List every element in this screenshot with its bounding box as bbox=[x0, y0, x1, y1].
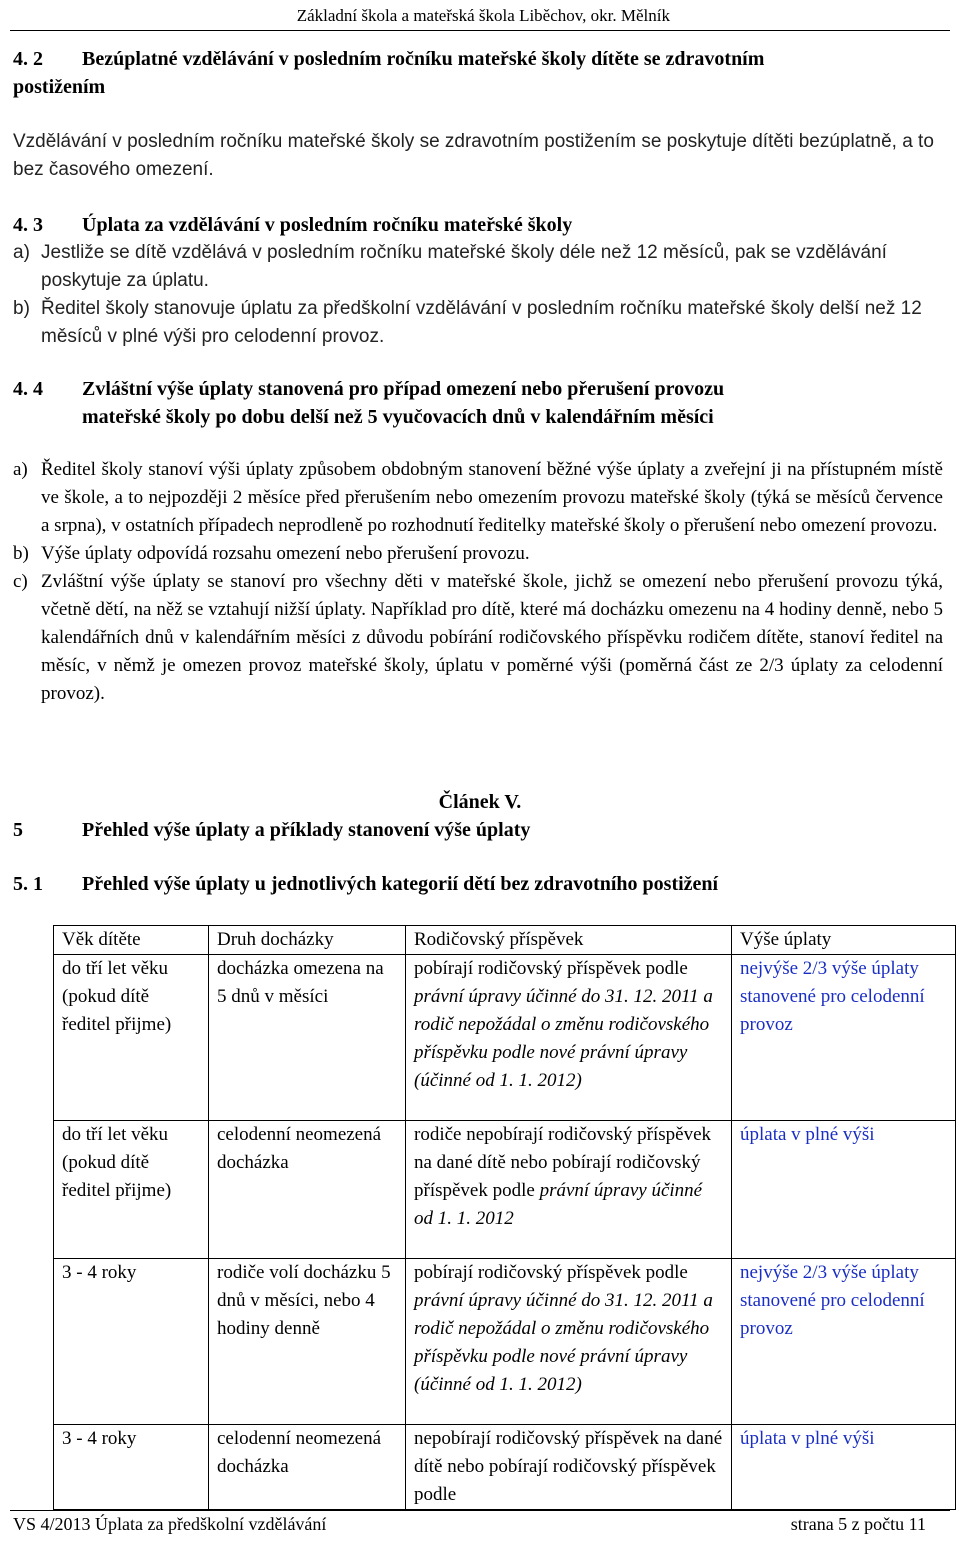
attendance-cell: rodiče volí docházku 5 dnů v měsíci, nebo 4 hodiny denně bbox=[209, 1259, 406, 1425]
section-number: 5 bbox=[13, 819, 23, 841]
column-header: Výše úplaty bbox=[732, 926, 956, 955]
list-text: Jestliže se dítě vzdělává v posledním ročníku mateřské školy déle než 12 měsíců, pak se vzdělávání poskytuje za úplatu. bbox=[41, 242, 887, 291]
age-cell: 3 - 4 roky bbox=[54, 1259, 209, 1425]
section-4-3-heading bbox=[13, 211, 943, 239]
attendance-cell: docházka omezena na 5 dnů v měsíci bbox=[209, 955, 406, 1121]
section-number: 5. 1 bbox=[13, 873, 43, 895]
list-label: a) bbox=[13, 242, 30, 263]
list-label: c) bbox=[13, 571, 28, 592]
allowance-cell: nepobírají rodičovský příspěvek na dané dítě nebo pobírají rodičovský příspěvek podle bbox=[406, 1425, 732, 1510]
section-number: 4. 3 bbox=[13, 214, 43, 236]
footer-page-number: strana 5 z počtu 11 bbox=[790, 1514, 926, 1534]
column-header: Rodičovský příspěvek bbox=[406, 926, 732, 955]
age-cell: 3 - 4 roky bbox=[54, 1425, 209, 1510]
section-4-4-heading bbox=[13, 375, 943, 431]
allowance-cell: pobírají rodičovský příspěvek podle právní úpravy účinné do 31. 12. 2011 a rodič nepožádal o změnu rodičovského příspěvku podle nové právní úpravy (účinné od 1. 1. 2012) bbox=[406, 955, 732, 1121]
section-title: Přehled výše úplaty u jednotlivých kategorií dětí bez zdravotního postižení bbox=[82, 873, 719, 895]
list-text: Ředitel školy stanoví výši úplaty způsobem obdobným stanovení běžné výše úplaty a zveřejní ji na přístupném místě ve škole, a to nejpozději 2 měsíce před přerušením nebo omezením provozu mateřské školy (týká se měsíců července a srpna), v ostatních případech neprodleně po rozhodnutí ředitelky mateřské školy o přerušení nebo omezení provozu. bbox=[41, 459, 943, 536]
table-header-row bbox=[54, 926, 956, 955]
fee-cell: úplata v plné výši bbox=[732, 1121, 956, 1259]
section-5-1-heading bbox=[13, 870, 943, 898]
age-cell: do tří let věku (pokud dítě ředitel přijme) bbox=[54, 1121, 209, 1259]
list-text: Ředitel školy stanovuje úplatu za předškolní vzdělávání v posledním ročníku mateřské školy delší než 12 měsíců v plné výši pro celodenní provoz. bbox=[41, 298, 922, 347]
list-label: b) bbox=[13, 543, 29, 564]
footer-document-title: VS 4/2013 Úplata za předškolní vzdělávání bbox=[13, 1514, 327, 1534]
section-title-cont: mateřské školy po dobu delší než 5 vyučovacích dnů v kalendářním měsíci bbox=[82, 406, 714, 428]
section-title-cont: postižením bbox=[13, 76, 106, 98]
section-title: Zvláštní výše úplaty stanovená pro případ omezení nebo přerušení provozu bbox=[82, 378, 725, 400]
section-5-heading bbox=[13, 816, 943, 844]
section-title: Úplata za vzdělávání v posledním ročníku mateřské školy bbox=[82, 214, 573, 236]
list-item bbox=[13, 239, 943, 295]
column-header: Věk dítěte bbox=[54, 926, 209, 955]
age-cell: do tří let věku (pokud dítě ředitel přijme) bbox=[54, 955, 209, 1121]
list-label: a) bbox=[13, 459, 28, 480]
list-item bbox=[13, 295, 943, 351]
table-row bbox=[54, 1121, 956, 1259]
footer-rule bbox=[10, 1510, 950, 1511]
table-row bbox=[54, 955, 956, 1121]
article-title: Článek V. bbox=[438, 791, 522, 813]
section-4-3-list bbox=[13, 239, 943, 351]
attendance-cell: celodenní neomezená docházka bbox=[209, 1425, 406, 1510]
section-4-4-list bbox=[13, 456, 943, 708]
fee-cell: nejvýše 2/3 výše úplaty stanovené pro celodenní provoz bbox=[732, 955, 956, 1121]
fee-overview-table bbox=[53, 925, 956, 1510]
list-text: Výše úplaty odpovídá rozsahu omezení nebo přerušení provozu. bbox=[41, 543, 530, 564]
fee-cell: nejvýše 2/3 výše úplaty stanovené pro celodenní provoz bbox=[732, 1259, 956, 1425]
section-number: 4. 2 bbox=[13, 48, 43, 70]
list-item bbox=[13, 568, 943, 708]
list-item bbox=[13, 456, 943, 540]
allowance-cell: rodiče nepobírají rodičovský příspěvek na dané dítě nebo pobírají rodičovský příspěvek podle právní úpravy účinné od 1. 1. 2012 bbox=[406, 1121, 732, 1259]
section-title: Bezúplatné vzdělávání v posledním ročníku mateřské školy dítěte se zdravotním bbox=[82, 48, 765, 70]
section-4-2-text: Vzdělávání v posledním ročníku mateřské školy se zdravotním postižením se poskytuje dítěti bezúplatně, a to bez časového omezení. bbox=[13, 131, 934, 180]
section-number: 4. 4 bbox=[13, 378, 43, 400]
section-title: Přehled výše úplaty a příklady stanovení výše úplaty bbox=[82, 819, 531, 841]
section-4-2-heading bbox=[13, 45, 943, 101]
allowance-cell: pobírají rodičovský příspěvek podle právní úpravy účinné do 31. 12. 2011 a rodič nepožádal o změnu rodičovského příspěvku podle nové právní úpravy (účinné od 1. 1. 2012) bbox=[406, 1259, 732, 1425]
list-text: Zvláštní výše úplaty se stanoví pro všechny děti v mateřské škole, jichž se omezení nebo přerušení provozu týká, včetně dětí, na něž se vztahují nižší úplaty. Například pro dítě, které má docházku omezenu na 4 hodiny denně, nebo 5 kalendářních dnů v kalendářním měsíci z důvodu pobírání rodičovského příspěvku rodičem dítěte, stanoví ředitel na měsíc, v němž je omezen provoz mateřské školy, úplatu v poměrné výši (poměrná část ze 2/3 úplaty za celodenní provoz). bbox=[41, 571, 943, 704]
list-item bbox=[13, 540, 943, 568]
header-rule bbox=[10, 30, 950, 31]
table-row bbox=[54, 1259, 956, 1425]
table-row bbox=[54, 1425, 956, 1510]
column-header: Druh docházky bbox=[209, 926, 406, 955]
page-header: Základní škola a mateřská škola Liběchov, okr. Mělník bbox=[296, 6, 670, 25]
fee-cell: úplata v plné výši bbox=[732, 1425, 956, 1510]
attendance-cell: celodenní neomezená docházka bbox=[209, 1121, 406, 1259]
list-label: b) bbox=[13, 298, 30, 319]
